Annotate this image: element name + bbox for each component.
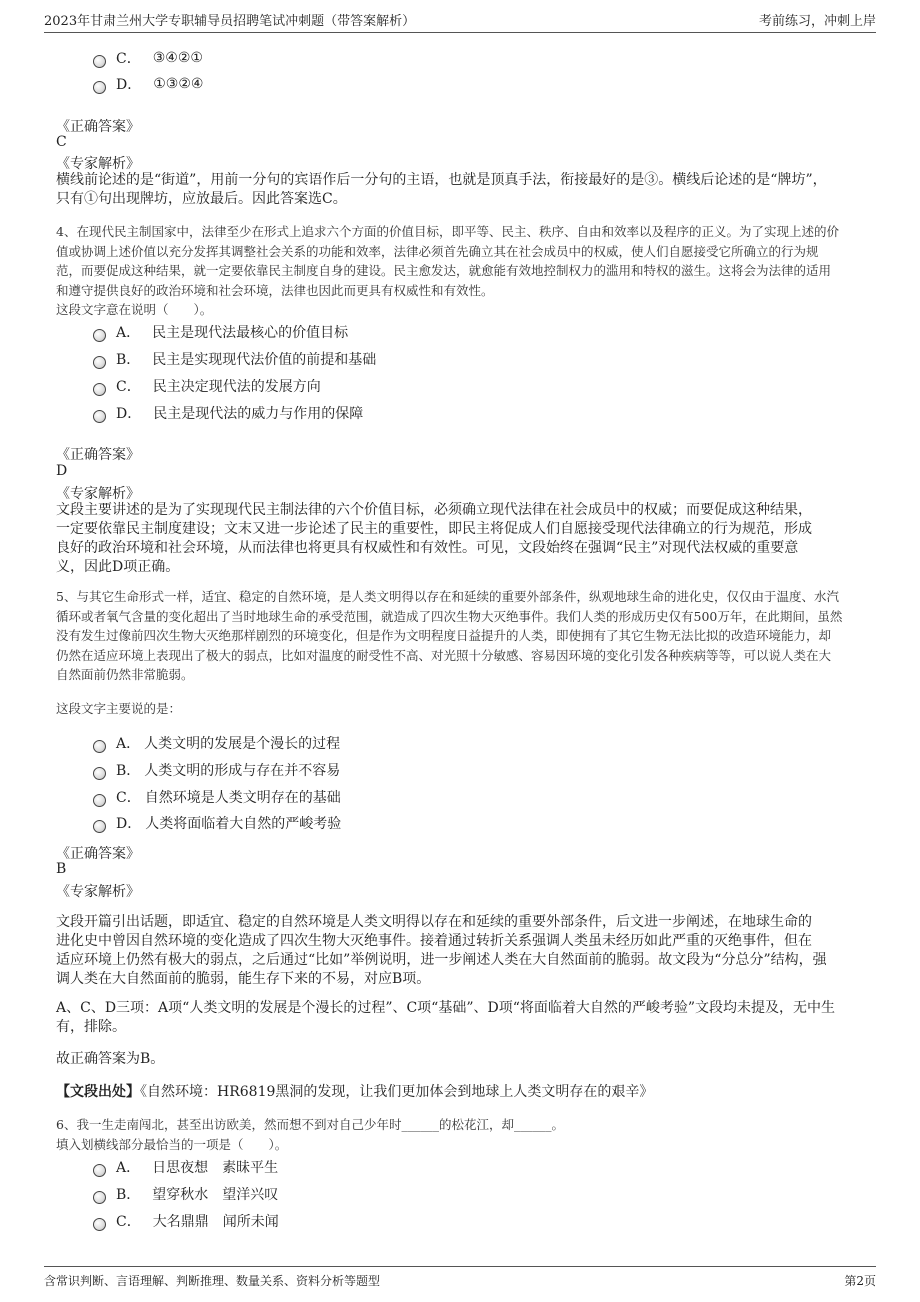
- option-letter: D．: [116, 406, 142, 422]
- radio-icon[interactable]: [93, 820, 106, 833]
- question-line: 仍然在适应环境上表现出了极大的弱点，比如对温度的耐受性不高、对光照十分敏感、容易因环境的变化引发各种疾病等等，可以说人类在大: [56, 647, 832, 663]
- analysis-line: 只有①句出现牌坊，应放最后。因此答案选C。: [56, 191, 347, 207]
- option-text: 民主是现代法的威力与作用的保障: [153, 406, 364, 422]
- q5-analysis: [56, 913, 856, 989]
- option-letter: A．: [116, 325, 141, 341]
- q3-analysis-label: 《专家解析》: [56, 156, 140, 172]
- q5-analysis-label: 《专家解析》: [56, 884, 140, 900]
- option-text: 自然环境是人类文明存在的基础: [144, 790, 341, 806]
- radio-icon[interactable]: [93, 356, 106, 369]
- page-footer: [44, 1266, 876, 1293]
- q4-option-d[interactable]: [93, 403, 363, 423]
- option-text: 日思夜想 素昧平生: [152, 1160, 279, 1176]
- q4-answer-label: 《正确答案》: [56, 447, 140, 463]
- analysis-line: 良好的政治环境和社会环境，从而法律也将更具有权威性和有效性。可见，文段始终在强调“民主”对现代法权威的重要意: [56, 540, 799, 556]
- analysis-line: 进化史中曾因自然环境的变化造成了四次生物大灭绝事件。接着通过转折关系强调人类虽未经历如此严重的灭绝事件，但在: [56, 933, 812, 949]
- question-line: 5、与其它生命形式一样，适宜、稳定的自然环境，是人类文明得以存在和延续的重要外部条件，纵观地球生命的进化史，仅仅由于温度、水汽: [56, 589, 839, 604]
- analysis-line: 义，因此D项正确。: [56, 559, 180, 575]
- option-letter: D．: [116, 816, 142, 832]
- q5-option-d[interactable]: [93, 813, 341, 833]
- q5-prompt: 这段文字主要说的是：: [56, 701, 182, 716]
- q4-analysis: [56, 501, 856, 577]
- q5-answer: B: [56, 861, 67, 877]
- analysis-line: 文段开篇引出话题，即适宜、稳定的自然环境是人类文明得以存在和延续的重要外部条件，后文进一步阐述，在地球生命的: [56, 914, 812, 930]
- q4-option-c[interactable]: [93, 376, 321, 396]
- option-text: 望穿秋水 望洋兴叹: [152, 1187, 279, 1203]
- q3-option-d[interactable]: [93, 74, 203, 94]
- footer-description: 含常识判断、言语理解、判断推理、数量关系、资料分析等题型: [44, 1273, 381, 1288]
- radio-icon[interactable]: [93, 410, 106, 423]
- option-text: 民主决定现代法的发展方向: [152, 379, 321, 395]
- option-letter: C．: [116, 790, 141, 806]
- q5-conclusion: 故正确答案为B。: [56, 1051, 165, 1067]
- radio-icon[interactable]: [93, 1164, 106, 1177]
- q4-option-a[interactable]: [93, 322, 348, 342]
- option-text: 人类文明的形成与存在并不容易: [144, 763, 341, 779]
- radio-icon[interactable]: [93, 55, 106, 68]
- q4-analysis-label: 《专家解析》: [56, 486, 140, 502]
- analysis-line: 适应环境上仍然有极大的弱点，之后通过“比如”举例说明，进一步阐述人类在大自然面前的脆弱。故文段为“分总分”结构，强: [56, 952, 827, 968]
- q6-option-b[interactable]: [93, 1184, 278, 1204]
- question-line: 自然面前仍然非常脆弱。: [56, 667, 194, 682]
- q3-option-c[interactable]: [93, 48, 203, 68]
- radio-icon[interactable]: [93, 1191, 106, 1204]
- q5-analysis-options: [56, 999, 856, 1037]
- question-line: 6、我一生走南闯北，甚至出访欧美，然而想不到对自己少年时______的松花江，却______。: [56, 1117, 564, 1132]
- analysis-line: 文段主要讲述的是为了实现现代民主制法律的六个价值目标，必须确立现代法律在社会成员中的权威；而要促成这种结果，: [56, 502, 812, 518]
- radio-icon[interactable]: [93, 794, 106, 807]
- radio-icon[interactable]: [93, 740, 106, 753]
- question-line: 值或协调上述价值以充分发挥其调整社会关系的功能和效率，法律必须首先确立其在社会成员中的权威，使人们自愿接受它所确立的行为规: [56, 243, 819, 259]
- radio-icon[interactable]: [93, 1218, 106, 1231]
- analysis-line: 一定要依靠民主制度建设；文末又进一步论述了民主的重要性，即民主将促成人们自愿接受现代法律确立的行为规范，形成: [56, 521, 812, 537]
- option-text: 民主是实现现代法价值的前提和基础: [152, 352, 377, 368]
- analysis-line: 调人类在大自然面前的脆弱，能生存下来的不易，对应B项。: [56, 971, 431, 987]
- option-letter: B．: [116, 763, 141, 779]
- analysis-line: A、C、D三项：A项“人类文明的发展是个漫长的过程”、C项“基础”、D项“将面临着大自然的严峻考验”文段均未提及，无中生: [56, 1000, 836, 1016]
- q6-option-a[interactable]: [93, 1157, 278, 1177]
- q5-answer-label: 《正确答案》: [56, 846, 140, 862]
- option-letter: C．: [116, 379, 141, 395]
- option-text: 人类文明的发展是个漫长的过程: [144, 736, 341, 752]
- header-slogan: 考前练习，冲刺上岸: [758, 14, 876, 29]
- question-line: 范，而要促成这种结果，就一定要依靠民主制度自身的建设。民主愈发达，就愈能有效地控制权力的滥用和特权的滋生。这将会为法律的适用: [56, 263, 832, 278]
- option-letter: B．: [116, 352, 141, 368]
- q3-analysis: [56, 171, 856, 209]
- question-line: 4、在现代民主制国家中，法律至少在形式上追求六个方面的价值目标，即平等、民主、秩序、自由和效率以及程序的正义。为了实现上述的价: [56, 224, 839, 239]
- option-letter: C．: [116, 51, 141, 67]
- analysis-line: 有，排除。: [56, 1019, 126, 1035]
- radio-icon[interactable]: [93, 767, 106, 780]
- option-text: 人类将面临着大自然的严峻考验: [145, 816, 342, 832]
- option-text: 民主是现代法最核心的价值目标: [152, 325, 349, 341]
- source-label: 【文段出处】: [56, 1084, 140, 1100]
- question-prompt: 填入划横线部分最恰当的一项是（ ）。: [56, 1136, 288, 1152]
- option-letter: B．: [116, 1187, 141, 1203]
- question-line: 没有发生过像前四次生物大灭绝那样剧烈的环境变化，但是作为文明程度日益提升的人类，即使拥有了其它生物无法比拟的改造环境能力，却: [56, 628, 832, 643]
- page-header: [44, 10, 876, 33]
- question-prompt: 这段文字意在说明（ ）。: [56, 302, 213, 317]
- radio-icon[interactable]: [93, 81, 106, 94]
- option-letter: A．: [116, 1160, 141, 1176]
- radio-icon[interactable]: [93, 329, 106, 342]
- q6-option-c[interactable]: [93, 1211, 279, 1231]
- q3-answer: C: [56, 134, 67, 150]
- q5-source: [56, 1081, 653, 1101]
- option-text: ③④②①: [152, 50, 203, 66]
- q4-answer: D: [56, 463, 68, 479]
- option-letter: C．: [116, 1214, 141, 1230]
- question-line: 和遵守提供良好的政治环境和社会环境，法律也因此而更具有权威性和有效性。: [56, 282, 494, 298]
- q5-option-c[interactable]: [93, 787, 341, 807]
- q5-option-b[interactable]: [93, 760, 340, 780]
- q4-question-text: [56, 222, 866, 320]
- q5-question-text: [56, 587, 866, 685]
- question-line: 循环或者氧气含量的变化超出了当时地球生命的承受范围，就造成了四次生物大灭绝事件。我们人类的形成历史仅有500万年，在此期间，虽然: [56, 608, 843, 624]
- option-text: 大名鼎鼎 闻所未闻: [152, 1214, 279, 1230]
- option-letter: D．: [116, 77, 142, 93]
- radio-icon[interactable]: [93, 383, 106, 396]
- analysis-line: 横线前论述的是“街道”，用前一分句的宾语作后一分句的主语，也就是顶真手法，衔接最好的是③。横线后论述的是“牌坊”，: [56, 172, 827, 188]
- q4-option-b[interactable]: [93, 349, 376, 369]
- q5-option-a[interactable]: [93, 733, 340, 753]
- option-letter: A．: [116, 736, 141, 752]
- source-title: 《自然环境：HR6819黑洞的发现，让我们更加体会到地球上人类文明存在的艰辛》: [140, 1084, 654, 1100]
- q3-answer-label: 《正确答案》: [56, 119, 140, 135]
- option-text: ①③②④: [153, 76, 204, 92]
- q6-question-text: [56, 1115, 866, 1154]
- page-number: 第2页: [844, 1273, 876, 1288]
- document-title: 2023年甘肃兰州大学专职辅导员招聘笔试冲刺题（带答案解析）: [44, 14, 416, 29]
